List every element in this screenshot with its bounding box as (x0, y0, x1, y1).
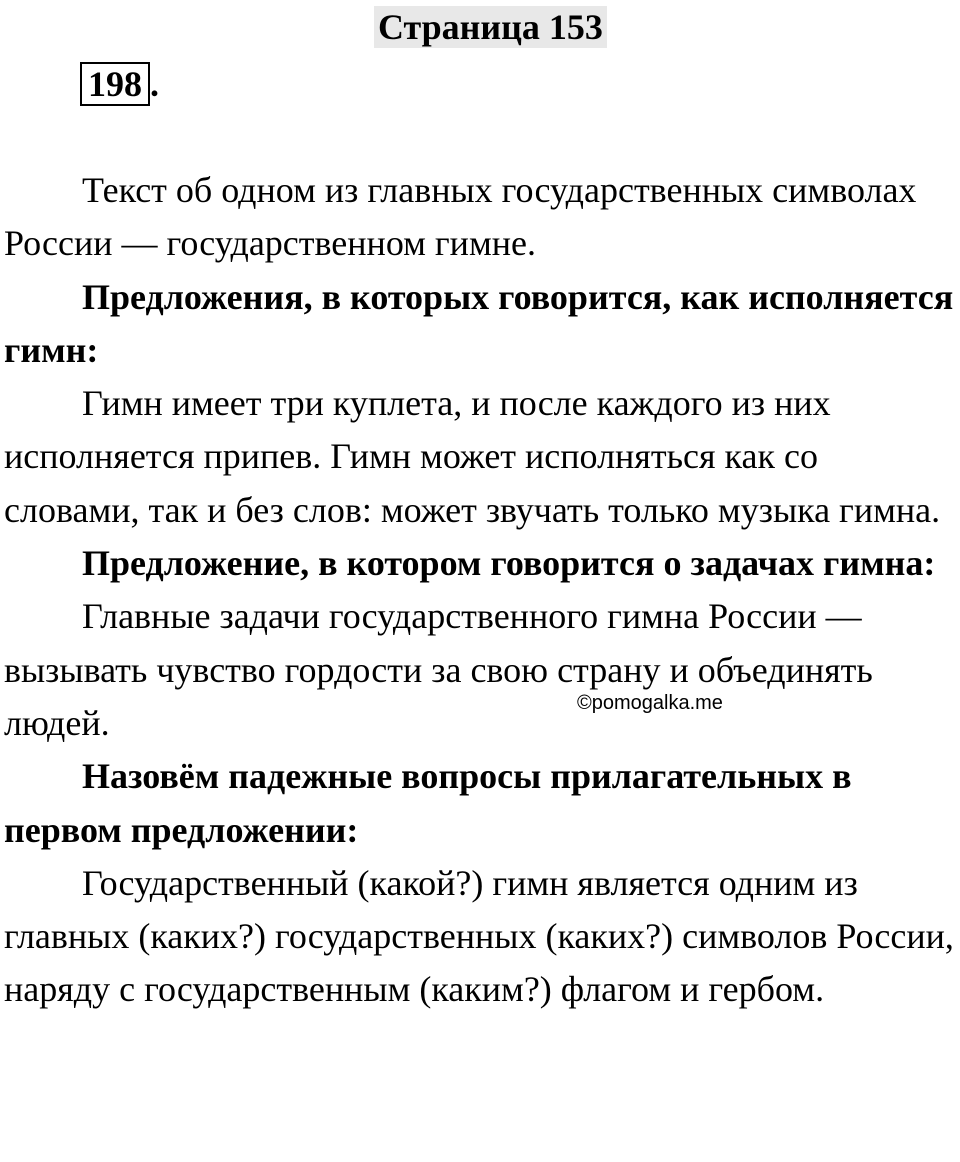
page-title: Страница 153 (374, 6, 607, 48)
heading-tasks: Предложение, в котором говорится о задачах гимна: (82, 543, 936, 584)
heading-performance: Предложения, в которых говорится, как исполняется гимн: (4, 276, 954, 370)
paragraph-intro: Текст об одном из главных государственных символах России — государственном гимне. (4, 170, 917, 264)
paragraph-tasks: Главные задачи государственного гимна России — вызывать чувство гордости за свою страну и объединять людей. (4, 596, 873, 743)
watermark: ©pomogalka.me (577, 692, 723, 714)
paragraph-performance: Гимн имеет три куплета, и после каждого из них исполняется припев. Гимн может исполняться как со словами, так и без слов: может звучать только музыка гимна. (4, 383, 941, 530)
exercise-number (80, 62, 159, 106)
paragraph-case-questions: Государственный (какой?) гимн является одним из главных (каких?) государственных (каких?) символов России, наряду с государственным (каким?) флагом и гербом. (4, 862, 954, 1010)
answer-text (4, 164, 956, 1017)
exercise-number-box: 198 (80, 62, 150, 106)
exercise-number-period: . (150, 64, 159, 104)
heading-case-questions: Назовём падежные вопросы прилагательных в первом предложении: (4, 756, 852, 850)
